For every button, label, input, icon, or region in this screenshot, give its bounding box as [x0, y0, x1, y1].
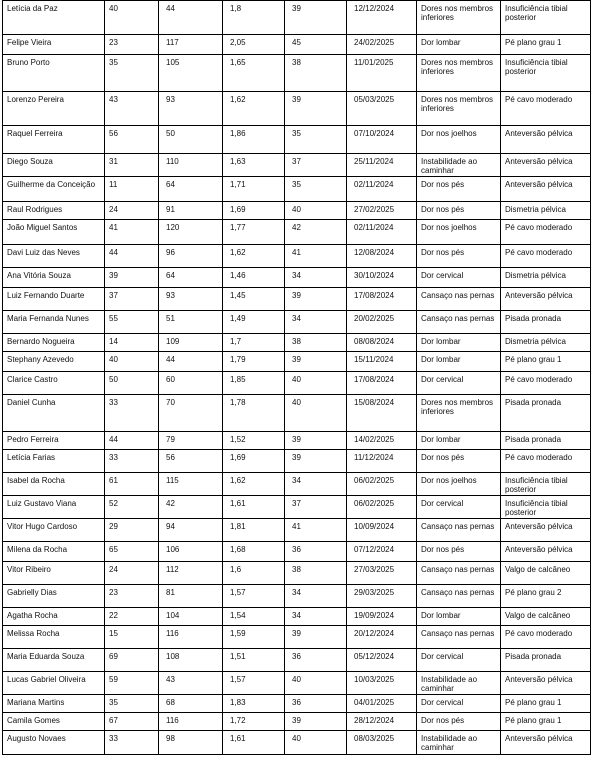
diagnosis-cell: Insuficiência tibial posterior — [501, 496, 591, 519]
table-row — [3, 450, 591, 473]
height-cell: 1,51 — [223, 649, 285, 672]
table-row — [3, 672, 591, 695]
height-cell: 1,65 — [223, 55, 285, 92]
table-row — [3, 352, 591, 372]
diagnosis-cell: Pisada pronada — [501, 432, 591, 450]
shoe-size-cell: 40 — [285, 395, 347, 432]
shoe-size-cell: 41 — [285, 519, 347, 542]
shoe-size-cell: 45 — [285, 35, 347, 55]
table-row — [3, 713, 591, 731]
patient-name-cell: Raquel Ferreira — [3, 126, 105, 154]
weight-cell: 110 — [159, 154, 223, 177]
diagnosis-cell: Pé plano grau 2 — [501, 585, 591, 608]
height-cell: 1,62 — [223, 245, 285, 268]
date-cell: 08/08/2024 — [347, 334, 417, 352]
weight-cell: 44 — [159, 352, 223, 372]
complaint-cell: Dor nos pés — [417, 177, 501, 202]
height-cell: 1,57 — [223, 585, 285, 608]
weight-cell: 109 — [159, 334, 223, 352]
age-cell: 67 — [105, 713, 159, 731]
age-cell: 41 — [105, 220, 159, 245]
height-cell: 1,77 — [223, 220, 285, 245]
table-row — [3, 649, 591, 672]
diagnosis-cell: Pé plano grau 1 — [501, 713, 591, 731]
shoe-size-cell: 34 — [285, 473, 347, 496]
date-cell: 12/12/2024 — [347, 1, 417, 35]
patient-name-cell: Melissa Rocha — [3, 626, 105, 649]
age-cell: 55 — [105, 311, 159, 334]
complaint-cell: Dores nos membros inferiores — [417, 92, 501, 126]
diagnosis-cell: Pisada pronada — [501, 395, 591, 432]
date-cell: 02/11/2024 — [347, 220, 417, 245]
patients-table — [2, 0, 591, 755]
table-row — [3, 154, 591, 177]
date-cell: 30/10/2024 — [347, 268, 417, 288]
patient-name-cell: Ana Vitória Souza — [3, 268, 105, 288]
complaint-cell: Cansaço nas pernas — [417, 626, 501, 649]
height-cell: 1,69 — [223, 450, 285, 473]
table-row — [3, 268, 591, 288]
complaint-cell: Dor cervical — [417, 268, 501, 288]
date-cell: 12/08/2024 — [347, 245, 417, 268]
complaint-cell: Dores nos membros inferiores — [417, 55, 501, 92]
complaint-cell: Dor cervical — [417, 496, 501, 519]
complaint-cell: Dor lombar — [417, 35, 501, 55]
weight-cell: 94 — [159, 519, 223, 542]
diagnosis-cell: Pé cavo moderado — [501, 626, 591, 649]
table-row — [3, 1, 591, 35]
weight-cell: 120 — [159, 220, 223, 245]
date-cell: 14/02/2025 — [347, 432, 417, 450]
age-cell: 40 — [105, 352, 159, 372]
complaint-cell: Dor nos joelhos — [417, 473, 501, 496]
patient-name-cell: Stephany Azevedo — [3, 352, 105, 372]
weight-cell: 96 — [159, 245, 223, 268]
height-cell: 1,78 — [223, 395, 285, 432]
weight-cell: 93 — [159, 288, 223, 311]
patient-name-cell: Maria Fernanda Nunes — [3, 311, 105, 334]
diagnosis-cell: Pé plano grau 1 — [501, 695, 591, 713]
age-cell: 59 — [105, 672, 159, 695]
diagnosis-cell: Anteversão pélvica — [501, 177, 591, 202]
complaint-cell: Dor nos joelhos — [417, 126, 501, 154]
table-row — [3, 473, 591, 496]
shoe-size-cell: 42 — [285, 220, 347, 245]
complaint-cell: Dores nos membros inferiores — [417, 395, 501, 432]
shoe-size-cell: 36 — [285, 695, 347, 713]
patient-name-cell: Bruno Porto — [3, 55, 105, 92]
patient-name-cell: Bernardo Nogueira — [3, 334, 105, 352]
complaint-cell: Dor cervical — [417, 649, 501, 672]
date-cell: 08/03/2025 — [347, 731, 417, 755]
shoe-size-cell: 34 — [285, 311, 347, 334]
shoe-size-cell: 38 — [285, 562, 347, 585]
age-cell: 37 — [105, 288, 159, 311]
height-cell: 1,59 — [223, 626, 285, 649]
table-row — [3, 562, 591, 585]
complaint-cell: Dor nos joelhos — [417, 220, 501, 245]
age-cell: 33 — [105, 395, 159, 432]
date-cell: 11/01/2025 — [347, 55, 417, 92]
weight-cell: 43 — [159, 672, 223, 695]
table-row — [3, 496, 591, 519]
age-cell: 22 — [105, 608, 159, 626]
age-cell: 11 — [105, 177, 159, 202]
height-cell: 1,46 — [223, 268, 285, 288]
date-cell: 20/02/2025 — [347, 311, 417, 334]
age-cell: 44 — [105, 245, 159, 268]
age-cell: 33 — [105, 450, 159, 473]
diagnosis-cell: Pé cavo moderado — [501, 372, 591, 395]
weight-cell: 64 — [159, 177, 223, 202]
date-cell: 29/03/2025 — [347, 585, 417, 608]
shoe-size-cell: 39 — [285, 92, 347, 126]
diagnosis-cell: Anteversão pélvica — [501, 542, 591, 562]
diagnosis-cell: Pisada pronada — [501, 311, 591, 334]
table-row — [3, 626, 591, 649]
complaint-cell: Instabilidade ao caminhar — [417, 731, 501, 755]
date-cell: 11/12/2024 — [347, 450, 417, 473]
diagnosis-cell: Pisada pronada — [501, 649, 591, 672]
weight-cell: 105 — [159, 55, 223, 92]
date-cell: 28/12/2024 — [347, 713, 417, 731]
patient-name-cell: Gabrielly Dias — [3, 585, 105, 608]
date-cell: 02/11/2024 — [347, 177, 417, 202]
shoe-size-cell: 37 — [285, 496, 347, 519]
height-cell: 1,57 — [223, 672, 285, 695]
date-cell: 17/08/2024 — [347, 372, 417, 395]
weight-cell: 51 — [159, 311, 223, 334]
patient-name-cell: Clarice Castro — [3, 372, 105, 395]
shoe-size-cell: 39 — [285, 450, 347, 473]
complaint-cell: Cansaço nas pernas — [417, 585, 501, 608]
complaint-cell: Dor nos pés — [417, 450, 501, 473]
date-cell: 07/10/2024 — [347, 126, 417, 154]
age-cell: 24 — [105, 562, 159, 585]
table-row — [3, 202, 591, 220]
complaint-cell: Dor nos pés — [417, 245, 501, 268]
height-cell: 1,85 — [223, 372, 285, 395]
shoe-size-cell: 35 — [285, 177, 347, 202]
age-cell: 52 — [105, 496, 159, 519]
diagnosis-cell: Insuficiência tibial posterior — [501, 1, 591, 35]
height-cell: 1,63 — [223, 154, 285, 177]
diagnosis-cell: Anteversão pélvica — [501, 731, 591, 755]
shoe-size-cell: 40 — [285, 202, 347, 220]
weight-cell: 108 — [159, 649, 223, 672]
diagnosis-cell: Anteversão pélvica — [501, 288, 591, 311]
diagnosis-cell: Pé cavo moderado — [501, 92, 591, 126]
diagnosis-cell: Pé cavo moderado — [501, 220, 591, 245]
patient-name-cell: Agatha Rocha — [3, 608, 105, 626]
height-cell: 1,8 — [223, 1, 285, 35]
patient-name-cell: Letícia Farias — [3, 450, 105, 473]
complaint-cell: Cansaço nas pernas — [417, 288, 501, 311]
weight-cell: 79 — [159, 432, 223, 450]
date-cell: 15/08/2024 — [347, 395, 417, 432]
height-cell: 1,7 — [223, 334, 285, 352]
date-cell: 25/11/2024 — [347, 154, 417, 177]
diagnosis-cell: Anteversão pélvica — [501, 519, 591, 542]
height-cell: 2,05 — [223, 35, 285, 55]
age-cell: 23 — [105, 585, 159, 608]
patient-name-cell: Felipe Vieira — [3, 35, 105, 55]
table-row — [3, 695, 591, 713]
table-row — [3, 542, 591, 562]
diagnosis-cell: Pé plano grau 1 — [501, 352, 591, 372]
complaint-cell: Dor lombar — [417, 334, 501, 352]
complaint-cell: Dor nos pés — [417, 202, 501, 220]
table-row — [3, 519, 591, 542]
diagnosis-cell: Dismetria pélvica — [501, 268, 591, 288]
weight-cell: 112 — [159, 562, 223, 585]
height-cell: 1,86 — [223, 126, 285, 154]
shoe-size-cell: 39 — [285, 432, 347, 450]
weight-cell: 64 — [159, 268, 223, 288]
date-cell: 07/12/2024 — [347, 542, 417, 562]
height-cell: 1,72 — [223, 713, 285, 731]
age-cell: 61 — [105, 473, 159, 496]
shoe-size-cell: 40 — [285, 372, 347, 395]
date-cell: 27/03/2025 — [347, 562, 417, 585]
age-cell: 24 — [105, 202, 159, 220]
diagnosis-cell: Anteversão pélvica — [501, 672, 591, 695]
patient-name-cell: Vitor Ribeiro — [3, 562, 105, 585]
height-cell: 1,61 — [223, 731, 285, 755]
weight-cell: 70 — [159, 395, 223, 432]
shoe-size-cell: 34 — [285, 585, 347, 608]
complaint-cell: Dor lombar — [417, 608, 501, 626]
date-cell: 17/08/2024 — [347, 288, 417, 311]
weight-cell: 116 — [159, 626, 223, 649]
complaint-cell: Dor cervical — [417, 372, 501, 395]
height-cell: 1,45 — [223, 288, 285, 311]
date-cell: 04/01/2025 — [347, 695, 417, 713]
diagnosis-cell: Pé cavo moderado — [501, 450, 591, 473]
age-cell: 35 — [105, 55, 159, 92]
patient-name-cell: Lorenzo Pereira — [3, 92, 105, 126]
date-cell: 19/09/2024 — [347, 608, 417, 626]
patient-name-cell: Lucas Gabriel Oliveira — [3, 672, 105, 695]
age-cell: 39 — [105, 268, 159, 288]
patient-name-cell: Camila Gomes — [3, 713, 105, 731]
complaint-cell: Instabilidade ao caminhar — [417, 154, 501, 177]
table-row — [3, 126, 591, 154]
patient-name-cell: Maria Eduarda Souza — [3, 649, 105, 672]
age-cell: 65 — [105, 542, 159, 562]
patient-name-cell: Letícia da Paz — [3, 1, 105, 35]
table-row — [3, 55, 591, 92]
complaint-cell: Instabilidade ao caminhar — [417, 672, 501, 695]
table-row — [3, 220, 591, 245]
height-cell: 1,62 — [223, 92, 285, 126]
age-cell: 43 — [105, 92, 159, 126]
table-row — [3, 311, 591, 334]
date-cell: 27/02/2025 — [347, 202, 417, 220]
complaint-cell: Dor lombar — [417, 432, 501, 450]
height-cell: 1,81 — [223, 519, 285, 542]
patient-name-cell: João Miguel Santos — [3, 220, 105, 245]
complaint-cell: Dores nos membros inferiores — [417, 1, 501, 35]
age-cell: 50 — [105, 372, 159, 395]
patient-name-cell: Milena da Rocha — [3, 542, 105, 562]
diagnosis-cell: Dismetria pélvica — [501, 202, 591, 220]
diagnosis-cell: Valgo de calcâneo — [501, 562, 591, 585]
patient-name-cell: Diego Souza — [3, 154, 105, 177]
diagnosis-cell: Insuficiência tibial posterior — [501, 473, 591, 496]
patient-name-cell: Vitor Hugo Cardoso — [3, 519, 105, 542]
date-cell: 24/02/2025 — [347, 35, 417, 55]
complaint-cell: Dor nos pés — [417, 542, 501, 562]
patient-name-cell: Luiz Gustavo Viana — [3, 496, 105, 519]
complaint-cell: Cansaço nas pernas — [417, 519, 501, 542]
shoe-size-cell: 41 — [285, 245, 347, 268]
height-cell: 1,54 — [223, 608, 285, 626]
age-cell: 44 — [105, 432, 159, 450]
age-cell: 31 — [105, 154, 159, 177]
weight-cell: 68 — [159, 695, 223, 713]
shoe-size-cell: 39 — [285, 1, 347, 35]
diagnosis-cell: Insuficiência tibial posterior — [501, 55, 591, 92]
patient-name-cell: Daniel Cunha — [3, 395, 105, 432]
date-cell: 10/09/2024 — [347, 519, 417, 542]
height-cell: 1,69 — [223, 202, 285, 220]
weight-cell: 50 — [159, 126, 223, 154]
shoe-size-cell: 38 — [285, 334, 347, 352]
weight-cell: 81 — [159, 585, 223, 608]
patient-name-cell: Raul Rodrigues — [3, 202, 105, 220]
patient-name-cell: Isabel da Rocha — [3, 473, 105, 496]
weight-cell: 42 — [159, 496, 223, 519]
weight-cell: 115 — [159, 473, 223, 496]
complaint-cell: Cansaço nas pernas — [417, 311, 501, 334]
table-row — [3, 334, 591, 352]
table-row — [3, 432, 591, 450]
shoe-size-cell: 39 — [285, 288, 347, 311]
diagnosis-cell: Pé plano grau 1 — [501, 35, 591, 55]
height-cell: 1,68 — [223, 542, 285, 562]
shoe-size-cell: 35 — [285, 126, 347, 154]
table-row — [3, 608, 591, 626]
table-row — [3, 395, 591, 432]
height-cell: 1,71 — [223, 177, 285, 202]
table-row — [3, 92, 591, 126]
weight-cell: 93 — [159, 92, 223, 126]
age-cell: 29 — [105, 519, 159, 542]
weight-cell: 117 — [159, 35, 223, 55]
age-cell: 40 — [105, 1, 159, 35]
patient-name-cell: Augusto Novaes — [3, 731, 105, 755]
weight-cell: 56 — [159, 450, 223, 473]
weight-cell: 106 — [159, 542, 223, 562]
table-body — [3, 1, 591, 755]
table-row — [3, 585, 591, 608]
weight-cell: 104 — [159, 608, 223, 626]
complaint-cell: Cansaço nas pernas — [417, 562, 501, 585]
shoe-size-cell: 34 — [285, 268, 347, 288]
weight-cell: 60 — [159, 372, 223, 395]
height-cell: 1,79 — [223, 352, 285, 372]
table-row — [3, 288, 591, 311]
table-row — [3, 35, 591, 55]
height-cell: 1,49 — [223, 311, 285, 334]
table-row — [3, 177, 591, 202]
height-cell: 1,61 — [223, 496, 285, 519]
weight-cell: 44 — [159, 1, 223, 35]
diagnosis-cell: Anteversão pélvica — [501, 154, 591, 177]
date-cell: 06/02/2025 — [347, 496, 417, 519]
patient-name-cell: Mariana Martins — [3, 695, 105, 713]
date-cell: 20/12/2024 — [347, 626, 417, 649]
patient-name-cell: Guilherme da Conceição — [3, 177, 105, 202]
age-cell: 69 — [105, 649, 159, 672]
complaint-cell: Dor lombar — [417, 352, 501, 372]
age-cell: 14 — [105, 334, 159, 352]
date-cell: 05/03/2025 — [347, 92, 417, 126]
diagnosis-cell: Valgo de calcâneo — [501, 608, 591, 626]
height-cell: 1,52 — [223, 432, 285, 450]
height-cell: 1,6 — [223, 562, 285, 585]
date-cell: 15/11/2024 — [347, 352, 417, 372]
shoe-size-cell: 36 — [285, 542, 347, 562]
age-cell: 56 — [105, 126, 159, 154]
age-cell: 35 — [105, 695, 159, 713]
patient-name-cell: Luiz Fernando Duarte — [3, 288, 105, 311]
height-cell: 1,83 — [223, 695, 285, 713]
complaint-cell: Dor cervical — [417, 695, 501, 713]
table-row — [3, 245, 591, 268]
age-cell: 33 — [105, 731, 159, 755]
diagnosis-cell: Pé cavo moderado — [501, 245, 591, 268]
shoe-size-cell: 36 — [285, 649, 347, 672]
patient-name-cell: Pedro Ferreira — [3, 432, 105, 450]
date-cell: 10/03/2025 — [347, 672, 417, 695]
complaint-cell: Dor nos pés — [417, 713, 501, 731]
shoe-size-cell: 39 — [285, 352, 347, 372]
shoe-size-cell: 39 — [285, 626, 347, 649]
diagnosis-cell: Anteversão pélvica — [501, 126, 591, 154]
shoe-size-cell: 40 — [285, 672, 347, 695]
weight-cell: 116 — [159, 713, 223, 731]
shoe-size-cell: 37 — [285, 154, 347, 177]
age-cell: 15 — [105, 626, 159, 649]
weight-cell: 98 — [159, 731, 223, 755]
age-cell: 23 — [105, 35, 159, 55]
table-row — [3, 372, 591, 395]
shoe-size-cell: 34 — [285, 608, 347, 626]
patient-name-cell: Davi Luiz das Neves — [3, 245, 105, 268]
shoe-size-cell: 39 — [285, 713, 347, 731]
diagnosis-cell: Dismetria pélvica — [501, 334, 591, 352]
date-cell: 06/02/2025 — [347, 473, 417, 496]
table-row — [3, 731, 591, 755]
shoe-size-cell: 38 — [285, 55, 347, 92]
weight-cell: 91 — [159, 202, 223, 220]
date-cell: 05/12/2024 — [347, 649, 417, 672]
height-cell: 1,62 — [223, 473, 285, 496]
shoe-size-cell: 40 — [285, 731, 347, 755]
